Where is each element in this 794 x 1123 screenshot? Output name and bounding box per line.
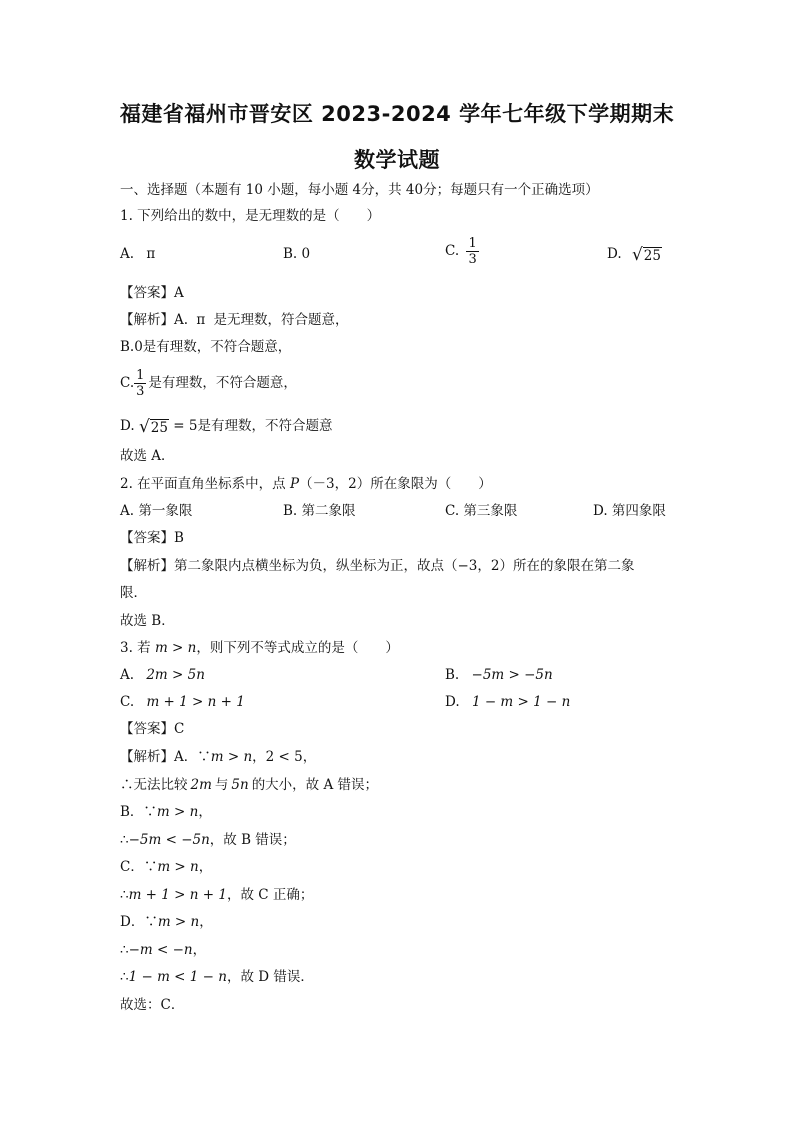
q1-analysis-c: C. $\frac{1}{3}$ 是有理数，不符合题意， [120,368,297,399]
q2-analysis-line2: 限． [120,585,147,601]
q3-option-a: A. 2m > 5n [120,667,205,683]
section-heading: 一、选择题（本题有 10 小题，每小题 4分，共 40分；每题只有一个正确选项） [120,182,599,198]
q1-option-c-label: C. [445,243,460,259]
q3-conclusion: 故选：C． [120,997,185,1013]
q3-option-b: B. −5m > −5n [445,667,553,683]
q2-option-b: B. 第二象限 [283,503,356,519]
document-subtitle: 数学试题 [354,148,440,172]
q2-option-c: C. 第三象限 [445,503,518,519]
q1-stem: 1. 下列给出的数中，是无理数的是（ ） [120,208,381,224]
q1-option-d-sqrt: √ 25 [631,244,661,265]
q3-stem: 3. 若 m > n，则下列不等式成立的是（ ） [120,640,399,656]
q1-option-c [445,236,482,267]
q3-analysis-c1: C．∵m > n， [120,859,213,875]
q3-analysis-b2: ∴−5m < −5n，故 B 错误； [120,832,296,848]
q3-option-c: C. m + 1 > n + 1 [120,694,245,710]
document-title: 福建省福州市晋安区 2023-2024 学年七年级下学期期末 [119,102,675,126]
q1-option-a [120,244,155,264]
q1-conclusion: 故选 A． [120,448,175,464]
q3-analysis-b1: B．∵m > n， [120,804,212,820]
q2-option-a: A. 第一象限 [120,503,193,519]
q1-answer: 【答案】A [120,285,184,301]
q3-analysis-d1: D．∵m > n， [120,914,213,930]
q3-answer: 【答案】C [120,721,185,737]
q2-option-d: D. 第四象限 [593,503,666,519]
q1-analysis-d: D. √ 25 = 5是有理数，不符合题意 [120,416,333,437]
q3-analysis-a2: ∴无法比较 2m 与 5n 的大小，故 A 错误； [120,777,379,793]
q1-option-a-label: A. [120,246,135,262]
q1-analysis-b: B.0是有理数，不符合题意， [120,339,292,355]
q3-analysis-c2: ∴m + 1 > n + 1，故 C 正确； [120,887,314,903]
q2-stem: 2. 在平面直角坐标系中，点 P（－3，2）所在象限为（ ） [120,476,492,492]
q2-answer: 【答案】B [120,530,184,546]
q1-option-b: B. 0 [283,246,311,262]
q3-analysis-a1: 【解析】A．∵m > n，2 < 5， [120,749,317,765]
q2-conclusion: 故选 B． [120,613,175,629]
q1-analysis-a: 【解析】A. π 是无理数，符合题意， [120,312,349,328]
q3-analysis-d3: ∴1 − m < 1 − n，故 D 错误． [120,969,314,985]
q2-analysis-line1: 【解析】第二象限内点横坐标为负，纵坐标为正，故点（−3，2）所在的象限在第二象 [120,558,635,574]
q1-option-d-label: D. [607,246,622,262]
q3-option-d: D. 1 − m > 1 − n [445,694,571,710]
q1-option-a-value: π [146,246,156,262]
q1-option-c-fraction: $\frac{1}{3}$ [468,236,477,267]
q3-analysis-d2: ∴−m < −n， [120,942,207,958]
q1-option-d [607,244,662,264]
